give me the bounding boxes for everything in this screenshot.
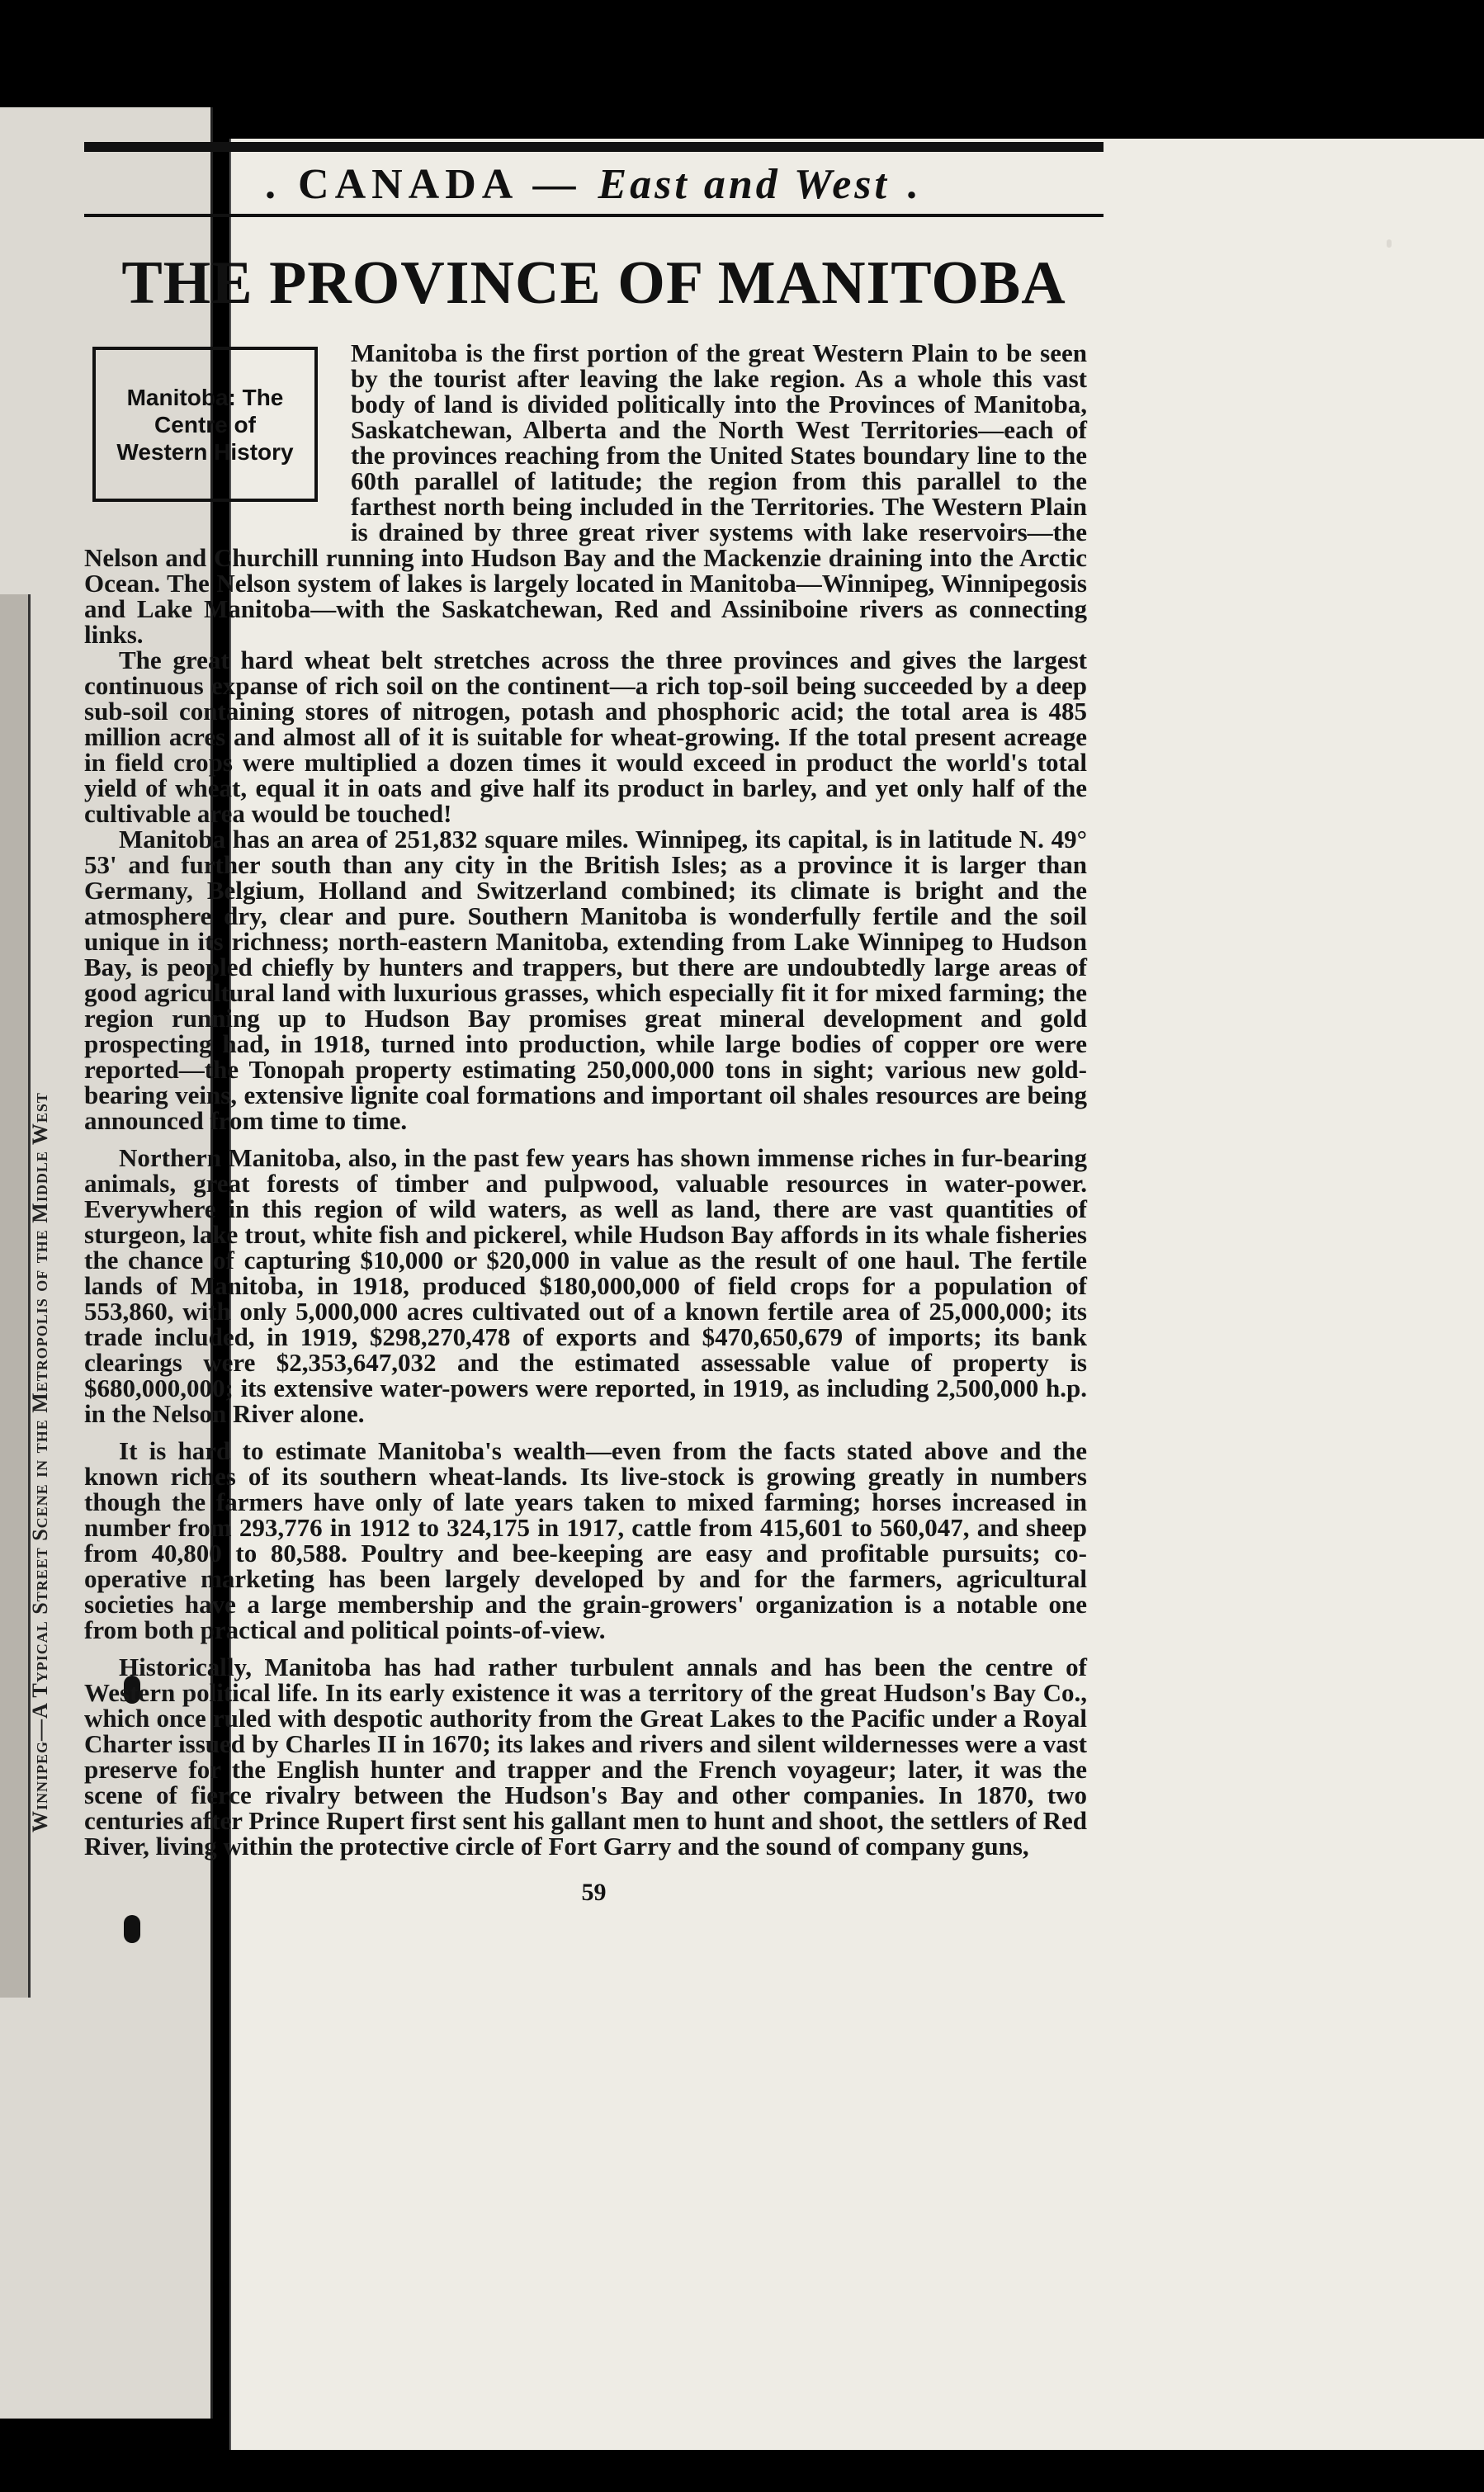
paragraph: Manitoba is the first portion of the great Western Plain to be seen by the tourist after leaving the lake region. As a whole this vast body of land is divided politically into the Provinces of Manitoba, Saskatchewan, Alberta and the North West Territories—each of the provinces reaching from the United States boundary line to the 60th parallel of latitude; the region from this parallel to the farthest north being included in the Territories. The Western Plain is drained by three great river systems with lake reservoirs—the Nelson and Churchill running into Hudson Bay and the Mackenzie draining into the Arctic Ocean. The Nelson system of lakes is largely located in Manitoba—Winnipeg, Winnipegosis and Lake Manitoba—with the Saskatchewan, Red and Assiniboine rivers as connecting links. [84, 338, 1087, 649]
article-body [84, 340, 1087, 1859]
running-head-prefix: . CANADA — [265, 161, 598, 208]
scan-speck [1387, 239, 1392, 248]
running-head-suffix: . [889, 161, 923, 208]
facing-page-caption: Winnipeg—A Typical Street Scene in the Metropolis of the Middle West [28, 1092, 52, 1832]
header-rule-top [84, 142, 1104, 152]
page-number: 59 [581, 1879, 607, 1906]
facing-page-edge [0, 594, 31, 1998]
paragraph: It is hard to estimate Manitoba's wealth—even from the facts stated above and the known riches of its southern wheat-lands. Its live-stock is growing greatly in numbers though the farmers have only of late years taken to mixed farming; horses increased in number from 293,776 in 1912 to 324,175 in 1917, cattle from 415,601 to 560,047, and sheep from 40,800 to 80,588. Poultry and bee-keeping are easy and profitable pursuits; co-operative marketing has been largely developed by and for the farmers, agricultural societies have a large membership and the grain-growers' organization is a notable one from both practical and political points-of-view. [84, 1436, 1087, 1644]
sidebox-text: Manitoba: The Centre of Western History [116, 384, 294, 465]
header-rule-bottom [84, 214, 1104, 217]
binding-rings [124, 1915, 147, 1943]
sidebox [92, 347, 318, 502]
running-head-italic: East and West [598, 161, 890, 208]
paragraph: The great hard wheat belt stretches across the three provinces and gives the largest continuous expanse of rich soil on the continent—a rich top-soil being succeeded by a deep sub-soil containing stores of nitrogen, potash and phosphoric acid; the total area is 485 million acres and almost all of it is suitable for wheat-growing. If the total present acreage in field crops were multiplied a dozen times it would exceed in product the world's total yield of wheat, equal it in oats and give half its product in barley, and yet only half of the cultivable area would be touched! [84, 645, 1087, 828]
page-content [84, 142, 1335, 1907]
binding-ring [124, 1915, 140, 1943]
running-head [84, 160, 1104, 209]
paragraph: Historically, Manitoba has had rather turbulent annals and has been the centre of Western political life. In its early existence it was a territory of the great Hudson's Bay Co., which once ruled with despotic authority from the Great Lakes to the Pacific under a Royal Charter issued by Charles II in 1670; its lakes and rivers and silent wildernesses were a vast preserve for the English hunter and trapper and the French voyageur; later, it was the scene of fierce rivalry between the Hudson's Bay and other companies. In 1870, two centuries after Prince Rupert first sent his gallant men to hunt and shoot, the settlers of Red River, living within the protective circle of Fort Garry and the sound of company guns, [84, 1653, 1087, 1861]
paragraph: Manitoba has an area of 251,832 square miles. Winnipeg, its capital, is in latitude N. 49° 53' and further south than any city in the British Isles; as a province it is larger than Germany, Belgium, Holland and Switzerland combined; its climate is bright and the atmosphere dry, clear and pure. Southern Manitoba is wonderfully fertile and the soil unique in its richness; north-eastern Manitoba, extending from Lake Winnipeg to Hudson Bay, is peopled chiefly by hunters and trappers, but there are undoubtedly large areas of good agricultural land with luxurious grasses, which especially fit it for mixed farming; the region running up to Hudson Bay promises great mineral development and gold prospecting had, in 1918, turned into production, while large bodies of copper ore were reported—the Tonopah property estimating 250,000,000 tons in sight; various new gold-bearing veins, extensive lignite coal formations and important oil shales resources are being announced from time to time. [84, 825, 1087, 1135]
paragraph: Northern Manitoba, also, in the past few years has shown immense riches in fur-bearing animals, great forests of timber and pulpwood, valuable resources in water-power. Everywhere in this region of wild waters, as well as land, there are vast quantities of sturgeon, lake trout, white fish and pickerel, while Hudson Bay affords in its whale fisheries the chance of capturing $10,000 or $20,000 in value as the result of one haul. The fertile lands of Manitoba, in 1918, produced $180,000,000 of field crops for a population of 553,860, with only 5,000,000 acres cultivated out of a known fertile area of 25,000,000; its trade included, in 1919, $298,270,478 of exports and $470,650,679 of imports; its bank clearings were $2,353,647,032 and the estimated assessable value of property is $680,000,000; its extensive water-powers were reported, in 1919, as including 2,500,000 h.p. in the Nelson River alone. [84, 1143, 1087, 1428]
page-title: THE PROVINCE OF MANITOBA [121, 249, 1066, 317]
